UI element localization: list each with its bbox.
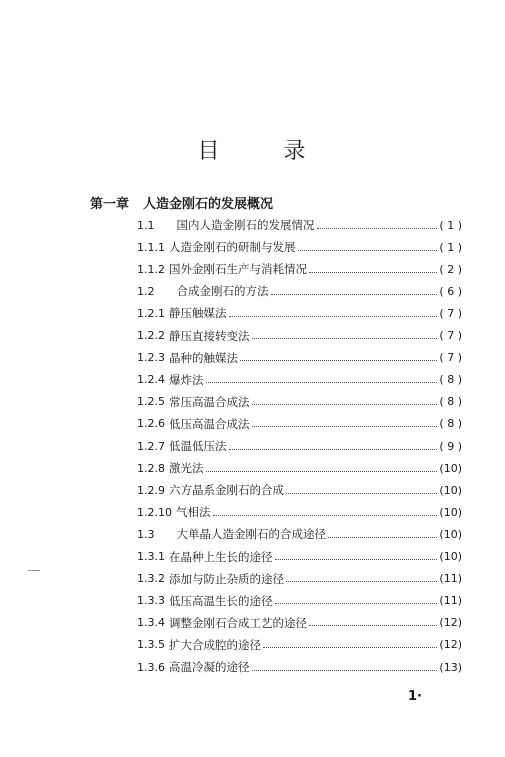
entry-number: 1.1.2 bbox=[137, 262, 165, 276]
entry-page: (10) bbox=[439, 527, 462, 541]
entry-title: 爆炸法 bbox=[169, 372, 204, 387]
leader-dots bbox=[286, 493, 437, 494]
toc-entry bbox=[137, 302, 462, 324]
entry-title: 大单晶人造金刚石的合成途径 bbox=[176, 527, 326, 542]
entry-title: 常压高温合成法 bbox=[169, 394, 250, 409]
entry-number: 1.2.6 bbox=[137, 417, 165, 431]
entry-title: 晶种的触媒法 bbox=[169, 350, 238, 365]
entry-title: 人造金刚石的研制与发展 bbox=[169, 240, 296, 255]
leader-dots bbox=[206, 471, 438, 472]
entry-title: 六方晶系金刚石的合成 bbox=[169, 483, 284, 498]
leader-dots bbox=[263, 647, 437, 648]
entry-page: ( 2 ) bbox=[439, 262, 462, 276]
toc-entry bbox=[137, 501, 462, 523]
entry-number: 1.2.5 bbox=[137, 395, 165, 409]
entry-page: ( 8 ) bbox=[439, 373, 462, 387]
entry-number: 1.1.1 bbox=[137, 240, 165, 254]
entry-title: 国内人造金刚石的发展情况 bbox=[176, 218, 315, 232]
entry-number: 1.2.8 bbox=[137, 461, 165, 475]
entry-number: 1.3 bbox=[137, 527, 155, 541]
leader-dots bbox=[229, 316, 438, 317]
leader-dots bbox=[206, 382, 438, 383]
entry-number: 1.2.9 bbox=[137, 483, 165, 497]
entry-number: 1.2 bbox=[137, 284, 155, 298]
entry-number: 1.2.10 bbox=[137, 505, 172, 519]
leader-dots bbox=[252, 426, 438, 427]
leader-dots bbox=[240, 360, 437, 361]
entry-number: 1.2.1 bbox=[137, 306, 165, 320]
entry-title: 添加与防止杂质的途径 bbox=[169, 571, 284, 586]
entry-page: (10) bbox=[439, 461, 462, 475]
toc-entry bbox=[137, 258, 462, 280]
entry-number: 1.3.6 bbox=[137, 660, 165, 674]
entry-title: 扩大合成腔的途径 bbox=[169, 637, 261, 652]
entry-number: 1.3.1 bbox=[137, 550, 165, 563]
entry-page: (12) bbox=[439, 638, 462, 652]
entry-number: 1.3.5 bbox=[137, 638, 165, 652]
toc-entry bbox=[137, 457, 462, 479]
entry-number: 1.2.3 bbox=[137, 351, 165, 365]
entry-page: ( 1 ) bbox=[439, 218, 462, 232]
entry-title: 静压触媒法 bbox=[169, 306, 227, 321]
toc-entry bbox=[137, 413, 462, 435]
entry-title: 低温低压法 bbox=[169, 439, 227, 453]
chapter-number: 第一章 bbox=[90, 197, 130, 212]
toc-entry bbox=[137, 236, 462, 258]
entry-title: 合成金刚石的方法 bbox=[176, 284, 269, 299]
chapter-heading bbox=[90, 193, 273, 212]
toc-entry bbox=[137, 523, 462, 545]
leader-dots bbox=[309, 272, 437, 273]
toc-entry bbox=[137, 634, 462, 656]
entry-page: (10) bbox=[439, 550, 462, 563]
entry-page: ( 1 ) bbox=[439, 240, 462, 254]
entry-number: 1.3.2 bbox=[137, 572, 165, 586]
entry-page: ( 7 ) bbox=[439, 351, 462, 365]
entry-title: 低压高温生长的途径 bbox=[169, 593, 273, 608]
leader-dots bbox=[286, 581, 437, 582]
toc-entry bbox=[137, 325, 462, 347]
entry-title: 静压直接转变法 bbox=[169, 328, 250, 343]
page-folio: 1· bbox=[408, 689, 422, 704]
toc-entry bbox=[137, 590, 462, 612]
leader-dots bbox=[309, 625, 437, 626]
leader-dots bbox=[298, 250, 438, 251]
entry-title: 调整金刚石合成工艺的途径 bbox=[169, 615, 307, 630]
title-char-2: 录 bbox=[283, 139, 308, 164]
entry-number: 1.3.4 bbox=[137, 616, 165, 630]
entry-title: 国外金刚石生产与消耗情况 bbox=[169, 262, 307, 277]
toc-entry bbox=[137, 391, 462, 413]
entry-page: (11) bbox=[439, 594, 462, 608]
page-title bbox=[0, 134, 505, 165]
toc-entry bbox=[137, 214, 462, 236]
leader-dots bbox=[213, 515, 438, 516]
entry-number: 1.3.3 bbox=[137, 594, 165, 608]
entry-title: 气相法 bbox=[176, 505, 211, 520]
entry-page: ( 8 ) bbox=[439, 417, 462, 431]
entry-page: (10) bbox=[439, 483, 462, 497]
entry-page: ( 6 ) bbox=[439, 284, 462, 298]
entry-page: (12) bbox=[439, 616, 462, 630]
leader-dots bbox=[317, 228, 438, 229]
entry-number: 1.1 bbox=[137, 218, 155, 232]
toc-entry bbox=[137, 479, 462, 501]
entry-page: (13) bbox=[439, 660, 462, 674]
toc-entry bbox=[137, 280, 462, 302]
chapter-title: 人造金刚石的发展概况 bbox=[143, 197, 274, 212]
entry-page: ( 8 ) bbox=[439, 395, 462, 409]
toc-entry bbox=[137, 369, 462, 391]
entry-number: 1.2.7 bbox=[137, 439, 165, 453]
leader-dots bbox=[252, 404, 438, 405]
entry-title: 激光法 bbox=[169, 461, 204, 476]
entry-title: 在晶种上生长的途径 bbox=[169, 549, 273, 564]
entry-page: (10) bbox=[439, 505, 462, 519]
entry-number: 1.2.4 bbox=[137, 373, 165, 387]
entry-page: ( 7 ) bbox=[439, 329, 462, 342]
leader-dots bbox=[252, 338, 438, 339]
leader-dots bbox=[275, 603, 438, 604]
leader-dots bbox=[252, 670, 438, 671]
toc-entry bbox=[137, 656, 462, 678]
entry-page: ( 9 ) bbox=[439, 439, 462, 453]
title-char-1: 目 bbox=[197, 139, 222, 164]
toc-entry bbox=[137, 612, 462, 634]
toc-entry bbox=[137, 347, 462, 369]
entry-page: (11) bbox=[439, 572, 462, 586]
entry-page: ( 7 ) bbox=[439, 306, 462, 320]
toc-entry bbox=[137, 546, 462, 568]
leader-dots bbox=[229, 449, 438, 450]
leader-dots bbox=[275, 559, 438, 560]
margin-mark bbox=[28, 570, 40, 571]
entry-number: 1.2.2 bbox=[137, 329, 165, 342]
entry-title: 高温冷凝的途径 bbox=[169, 660, 250, 674]
leader-dots bbox=[271, 294, 438, 295]
toc-entry bbox=[137, 568, 462, 590]
leader-dots bbox=[328, 537, 437, 538]
entry-title: 低压高温合成法 bbox=[169, 416, 250, 431]
toc-entry bbox=[137, 435, 462, 457]
